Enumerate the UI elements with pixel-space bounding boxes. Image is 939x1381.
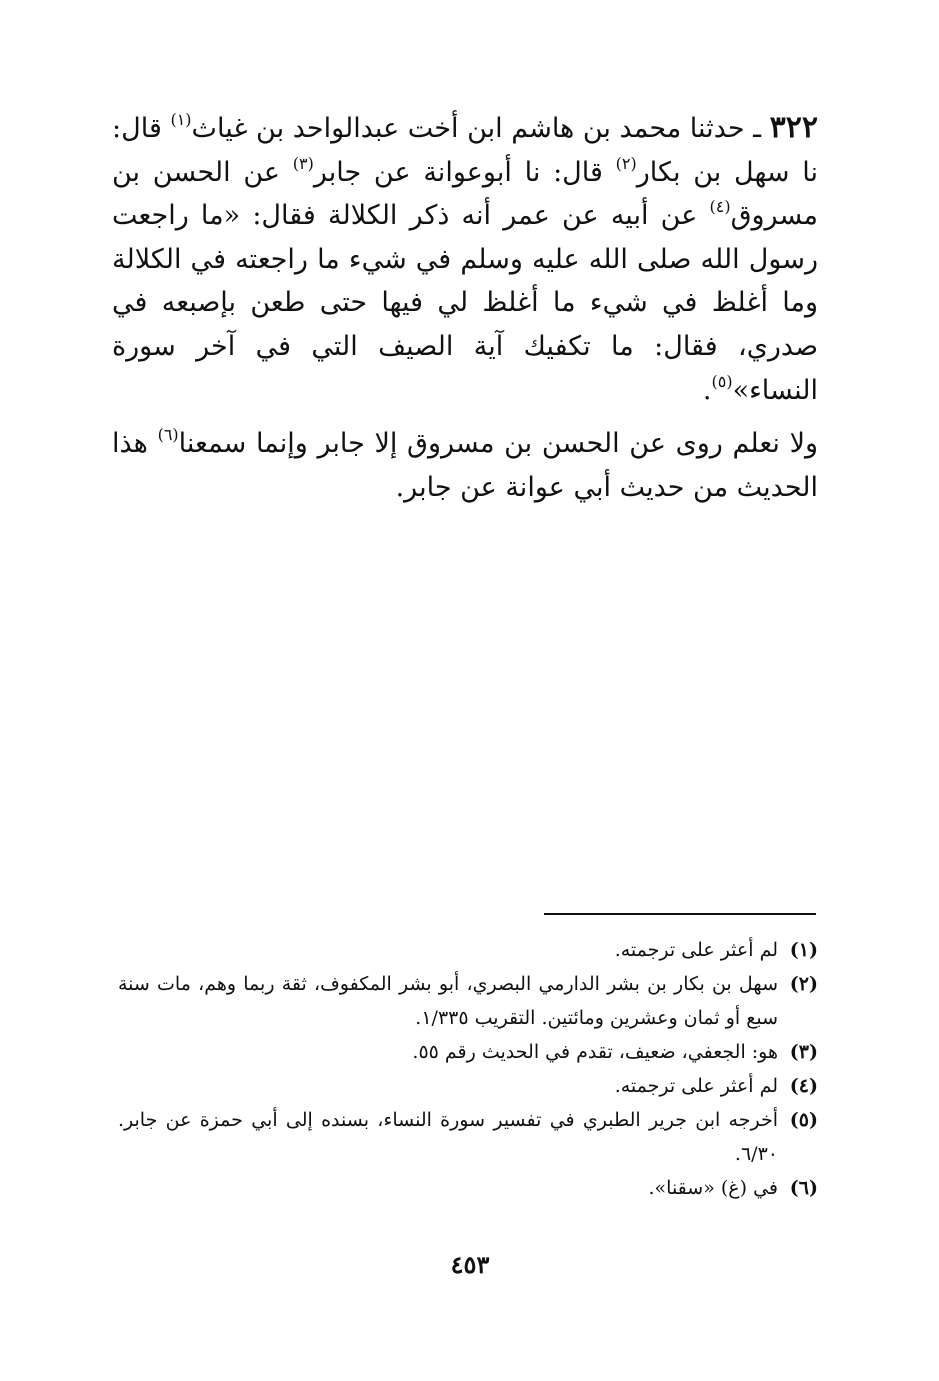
footnote-item bbox=[118, 933, 818, 967]
hadith-text-1: حدثنا محمد بن هاشم ابن أخت عبدالواحد بن غياث bbox=[191, 113, 745, 144]
footnotes-list bbox=[118, 933, 818, 1205]
hadith-text-6: . bbox=[702, 374, 712, 406]
main-text bbox=[112, 106, 818, 509]
footnote-marker: (٥) bbox=[789, 1109, 818, 1131]
footnote-text: هو: الجعفي، ضعيف، تقدم في الحديث رقم ٥٥. bbox=[412, 1041, 778, 1063]
footnote-marker: (٤) bbox=[789, 1075, 818, 1097]
commentary-text-1: ولا نعلم روى عن الحسن بن مسروق إلا جابر وإنما سمعنا bbox=[178, 428, 819, 460]
hadith-text-4: عن الحسن بن مسروق bbox=[112, 156, 818, 232]
footnote-text: لم أعثر على ترجمته. bbox=[614, 1075, 778, 1097]
footnote-text: أخرجه ابن جرير الطبري في تفسير سورة النساء، بسنده إلى أبي حمزة عن جابر. ٦/٣٠. bbox=[118, 1109, 778, 1165]
footnote-marker: (٣) bbox=[789, 1041, 818, 1063]
footnote-marker: (٢) bbox=[789, 973, 818, 995]
footnote-item bbox=[118, 1069, 818, 1103]
footnote-marker: (١) bbox=[789, 939, 818, 961]
footnote-item bbox=[118, 1103, 818, 1171]
footnote-text: لم أعثر على ترجمته. bbox=[614, 939, 778, 961]
footnote-ref-3[interactable]: (٣) bbox=[292, 153, 314, 173]
footnote-item bbox=[118, 1171, 818, 1205]
commentary-text-2: هذا الحديث من حديث أبي عوانة عن جابر. bbox=[112, 428, 818, 503]
hadith-number: ٣٢٢ bbox=[769, 110, 819, 145]
footnote-ref-2[interactable]: (٢) bbox=[615, 153, 637, 173]
hadith-dash: ـ bbox=[744, 113, 770, 144]
hadith-text-3: قال: نا أبوعوانة عن جابر bbox=[313, 156, 616, 188]
footnote-text: في (غ) «سقنا». bbox=[648, 1177, 778, 1199]
footnote-divider bbox=[544, 913, 816, 915]
footnote-item bbox=[118, 1035, 818, 1069]
hadith-paragraph bbox=[112, 106, 818, 412]
hadith-text-2: قال: نا سهل بن بكار bbox=[112, 113, 819, 188]
footnote-ref-1[interactable]: (١) bbox=[170, 110, 192, 129]
commentary-paragraph bbox=[112, 422, 818, 509]
hadith-text-5: عن أبيه عن عمر أنه ذكر الكلالة فقال: «ما راجعت رسول الله صلى الله عليه وسلم في شيء ما راجعته في الكلالة وما أغلظ في شيء ما أغلظ لي فيها حتى طعن بإصبعه في صدري، فقال: ما تكفيك آية الصيف التي في آخر سورة النساء» bbox=[112, 200, 818, 406]
footnote-ref-5[interactable]: (٥) bbox=[711, 371, 733, 391]
footnote-ref-6[interactable]: (٦) bbox=[157, 425, 179, 445]
footnote-text: سهل بن بكار بن بشر الدارمي البصري، أبو بشر المكفوف، ثقة ربما وهم، مات سنة سبع أو ثمان وعشرين ومائتين. التقريب ١/٣٣٥. bbox=[118, 973, 778, 1029]
footnote-marker: (٦) bbox=[789, 1177, 818, 1199]
page-number: ٤٥٣ bbox=[450, 1250, 490, 1279]
footnote-item bbox=[118, 967, 818, 1035]
footnote-ref-4[interactable]: (٤) bbox=[709, 197, 731, 217]
